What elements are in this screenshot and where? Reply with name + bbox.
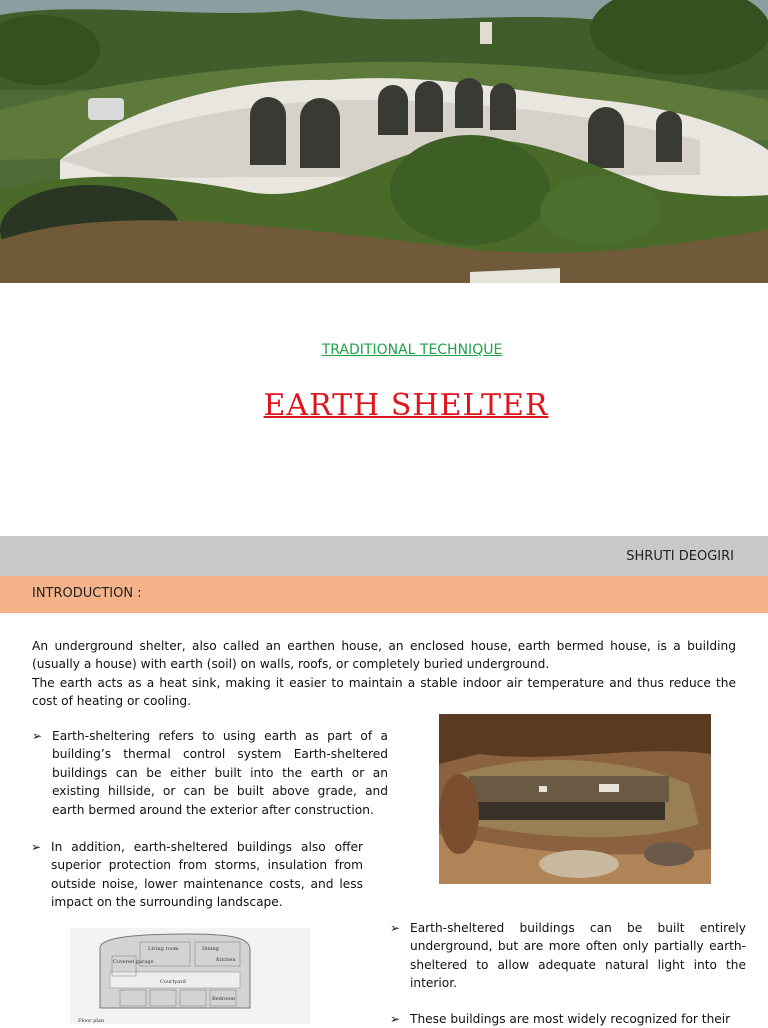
bullet-item — [32, 727, 388, 819]
section-heading-band — [0, 576, 768, 613]
bullet-text: These buildings are most widely recognized for their — [410, 1012, 731, 1026]
plan-label: Courtyard — [160, 979, 186, 985]
plan-caption: Floor plan — [78, 1018, 105, 1024]
bullet-text: Earth-sheltering refers to using earth as part of a building’s thermal control system Earth-sheltered buildings can be either built into the earth or an existing hillside, or can be built above grade, and earth bermed around the exterior after construction. — [52, 729, 388, 817]
plan-label: Living room — [148, 946, 179, 952]
author-band — [0, 536, 768, 576]
bullet-item — [390, 1010, 746, 1028]
arrow-bullet-icon: ➢ — [390, 1012, 401, 1026]
plan-label: Covered garage — [113, 959, 154, 965]
bullet-item — [390, 919, 746, 993]
hero-photo — [0, 0, 768, 283]
intro-paragraph-2: The earth acts as a heat sink, making it easier to maintain a stable indoor air temperature and thus reduce the cost of heating or cooling. — [32, 676, 736, 709]
author-name: SHRUTI DEOGIRI — [626, 549, 734, 564]
aerial-photo-illustration — [439, 714, 711, 884]
plan-label: Kitchen — [216, 957, 236, 963]
page-title: EARTH SHELTER — [263, 388, 549, 423]
arrow-bullet-icon: ➢ — [31, 840, 42, 854]
arrow-bullet-icon: ➢ — [390, 921, 401, 935]
bullet-item — [31, 838, 363, 912]
floor-plan-drawing — [70, 928, 310, 1024]
plan-label: Bedroom — [212, 996, 235, 1002]
arrow-bullet-icon: ➢ — [32, 729, 43, 743]
intro-paragraph-1: An underground shelter, also called an earthen house, an enclosed house, earth bermed house, is a building (usually a house) with earth (soil) on walls, roofs, or completely buried underground. — [32, 639, 736, 672]
bullet-text: In addition, earth-sheltered buildings also offer superior protection from storms, insulation from outside noise, lower maintenance costs, and less impact on the surrounding landscape. — [51, 840, 363, 910]
floor-plan-image — [70, 928, 310, 1024]
section-heading: INTRODUCTION : — [32, 586, 142, 601]
plan-label: Dining — [202, 946, 219, 952]
bullet-text: Earth-sheltered buildings can be built entirely underground, but are more often only partially earth-sheltered to allow adequate natural light into the interior. — [410, 921, 746, 991]
subtitle: TRADITIONAL TECHNIQUE — [321, 342, 503, 358]
aerial-earth-shelter-photo — [439, 714, 711, 884]
earth-shelter-photo-illustration — [0, 0, 768, 283]
